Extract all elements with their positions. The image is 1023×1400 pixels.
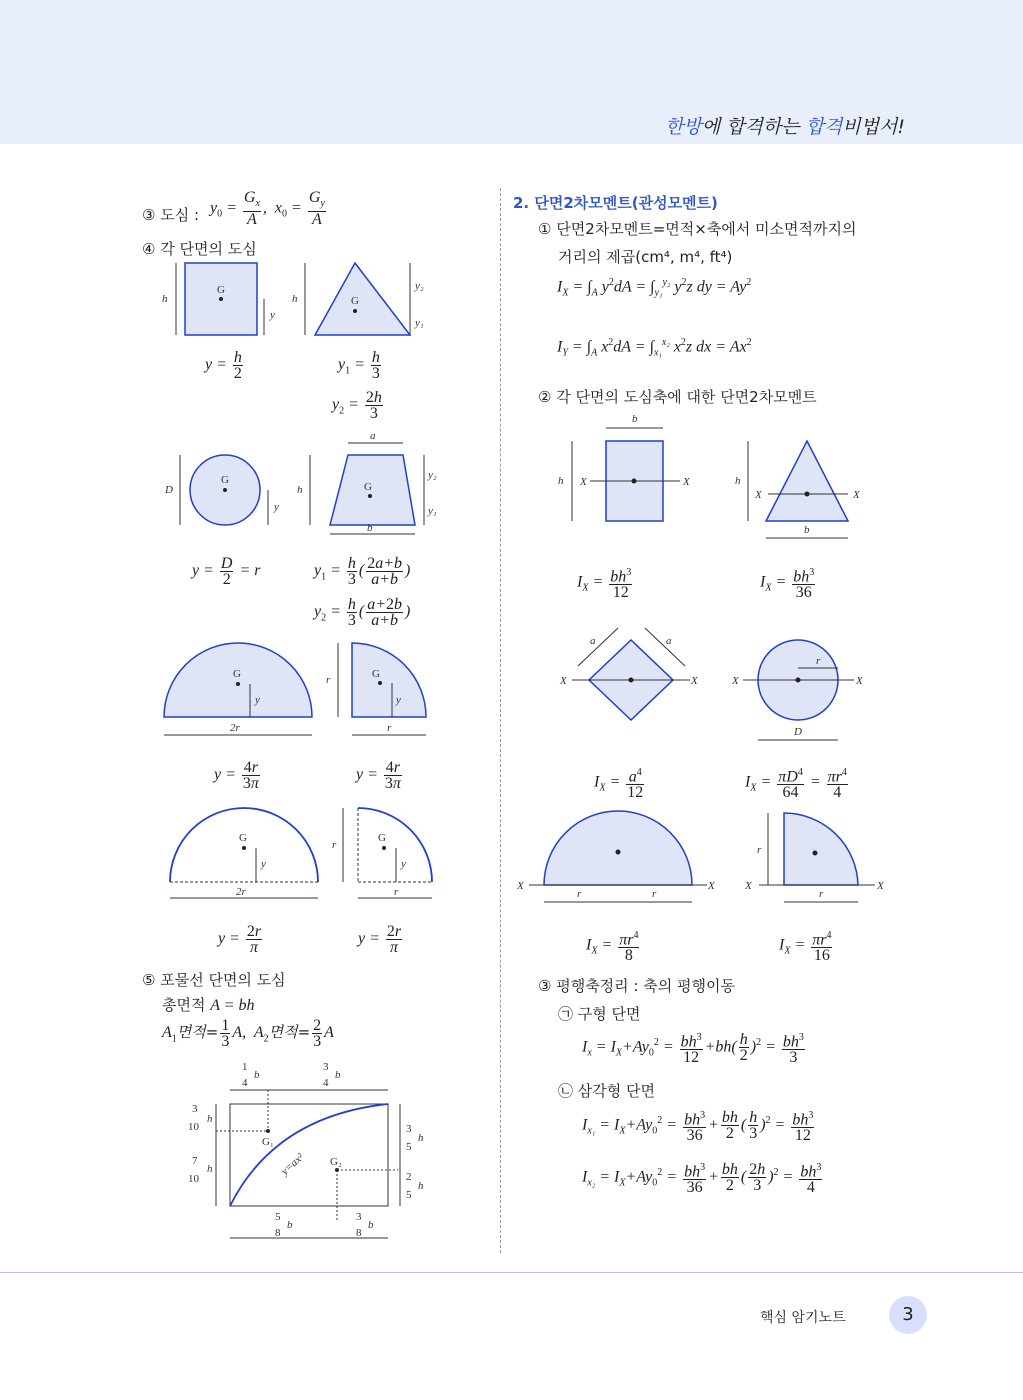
semicircle-quarter-filled-figures: [160, 640, 440, 740]
svg-text:5: 5: [406, 1189, 412, 1201]
footer-label: 핵심 암기노트: [760, 1310, 846, 1326]
svg-text:y: y: [270, 309, 275, 321]
svg-text:X: X: [856, 675, 863, 687]
svg-text:8: 8: [275, 1227, 281, 1239]
svg-text:y: y: [261, 858, 266, 870]
svg-text:r: r: [652, 888, 657, 900]
tri-ix: $I_X$ = $\frac{bh^3}{36}$: [760, 567, 815, 602]
item3-label: ③ 도심 :: [142, 206, 200, 224]
parallel-tri-formula1: $I_{x_1} = I_X+Ay_0^2$ = $\frac{bh^3}{36}$ + $\frac{bh}{2}$ ( $\frac{h}{3}$ )$^2$ = $\frac{bh^3}{12}$: [582, 1109, 814, 1145]
svg-text:G: G: [351, 295, 359, 307]
parallel-tri-formula2: $I_{x_2} = I_X+Ay_0^2$ = $\frac{bh^3}{36}$ + $\frac{bh}{2}$ ( $\frac{2h}{3}$ )$^2$ = $\frac{bh^3}{4}$: [582, 1161, 822, 1197]
svg-text:r: r: [757, 844, 762, 856]
rect-tri-moment-figures: [550, 410, 880, 550]
svg-text:y₂: y₂: [415, 280, 424, 292]
svg-text:h: h: [418, 1132, 424, 1144]
svg-text:G: G: [372, 668, 380, 680]
svg-text:3: 3: [323, 1061, 329, 1073]
quarter-ix: $I_X$ = $\frac{\pi r^4}{16}$: [779, 930, 832, 965]
circle-trapezoid-figures: [160, 430, 450, 540]
svg-text:4: 4: [323, 1077, 329, 1089]
svg-text:2: 2: [406, 1171, 412, 1183]
svg-text:y: y: [255, 694, 260, 706]
square-centroid: y = $\frac{h}{2}$: [205, 349, 242, 382]
svg-text:G: G: [221, 474, 229, 486]
svg-text:3: 3: [192, 1103, 198, 1115]
item1-line2: 거리의 제곱(cm⁴, m⁴, ft⁴): [558, 248, 733, 266]
svg-text:a: a: [590, 635, 596, 647]
semicircle-quarter-arc-figures: [160, 805, 440, 905]
semicircle-arc-centroid: y = $\frac{2r}{\pi}$: [218, 923, 262, 956]
quarter-arc-centroid: y = $\frac{2r}{\pi}$: [358, 923, 402, 956]
trapezoid-y2: $y_2$ = $\frac{h}{3}$ ( $\frac{a+2b}{a+b}$ ): [314, 596, 411, 629]
triangle-y1: $y_1$ = $\frac{h}{3}$: [338, 349, 380, 382]
item5-label: ⑤ 포물선 단면의 도심: [142, 971, 286, 989]
svg-text:b: b: [335, 1069, 341, 1081]
svg-text:b: b: [632, 413, 638, 425]
svg-text:h: h: [207, 1163, 213, 1175]
svg-text:X: X: [853, 489, 860, 501]
svg-text:b: b: [804, 524, 810, 536]
svg-text:X: X: [755, 489, 762, 501]
svg-text:r: r: [387, 722, 392, 734]
svg-text:r: r: [816, 655, 821, 667]
total-area-label: 총면적 A = bh: [162, 996, 255, 1014]
svg-text:5: 5: [275, 1211, 281, 1223]
svg-text:X: X: [691, 675, 698, 687]
rect-ix: $I_X$ = $\frac{bh^3}{12}$: [577, 567, 632, 602]
centroid-formula: $y_0$ = $\frac{G_x}{A}$ , $x_0$ = $\frac{G_y}{A}$: [210, 189, 325, 229]
svg-text:y: y: [396, 694, 401, 706]
svg-text:y₂: y₂: [428, 469, 437, 481]
svg-text:a: a: [666, 635, 672, 647]
svg-text:4: 4: [242, 1077, 248, 1089]
square-triangle-figures: [160, 258, 440, 348]
svg-text:h: h: [292, 293, 298, 305]
triangle-y2: $y_2$ = $\frac{2h}{3}$: [332, 389, 382, 422]
svg-text:h: h: [558, 475, 564, 487]
svg-text:h: h: [735, 475, 741, 487]
footer-rule: [0, 1272, 1023, 1273]
svg-text:h: h: [207, 1113, 213, 1125]
svg-text:h: h: [162, 293, 168, 305]
svg-text:b: b: [367, 522, 373, 534]
svg-text:X: X: [683, 476, 690, 488]
svg-text:a: a: [370, 430, 376, 442]
iy-integral: $I_Y = \int_A$ $x^2dA = \int_{x_1}^{x_2}$ $x^2z$ dx = $Ax^2$: [557, 337, 752, 359]
svg-text:X: X: [517, 880, 524, 892]
circle-ix: $I_X$ = $\frac{\pi D^4}{64}$ = $\frac{\pi r^4}{4}$: [745, 767, 847, 802]
svg-text:2r: 2r: [236, 886, 246, 898]
svg-text:y₁: y₁: [428, 505, 437, 517]
svg-text:X: X: [560, 675, 567, 687]
svg-text:G: G: [217, 284, 225, 296]
diamond-circle-moment-figures: [550, 622, 880, 752]
svg-text:y: y: [401, 858, 406, 870]
svg-text:D: D: [165, 484, 173, 496]
svg-text:b: b: [254, 1069, 260, 1081]
svg-text:G: G: [233, 668, 241, 680]
svg-text:5: 5: [406, 1141, 412, 1153]
svg-text:h: h: [418, 1180, 424, 1192]
svg-text:y₁: y₁: [415, 317, 424, 329]
svg-text:r: r: [577, 888, 582, 900]
svg-text:X: X: [580, 476, 587, 488]
header-tagline: 한방에 합격하는 합격비법서!: [665, 116, 905, 138]
item1-line1: ① 단면2차모멘트=면적×축에서 미소면적까지의: [538, 220, 857, 238]
semicircle-ix: $I_X$ = $\frac{\pi r^4}{8}$: [586, 930, 639, 965]
svg-text:r: r: [819, 888, 824, 900]
svg-text:X: X: [745, 880, 752, 892]
circle-centroid: y = $\frac{D}{2}$ = r: [192, 555, 261, 588]
svg-text:r: r: [394, 886, 399, 898]
item4-label: ④ 각 단면의 도심: [142, 240, 257, 258]
svg-text:X: X: [732, 675, 739, 687]
svg-text:10: 10: [188, 1121, 199, 1133]
semicircle-quarter-moment-figures: [515, 810, 895, 920]
svg-text:3: 3: [356, 1211, 362, 1223]
svg-text:2r: 2r: [230, 722, 240, 734]
diamond-ix: $I_X$ = $\frac{a^4}{12}$: [594, 767, 644, 802]
sub2-tri: ㉡ 삼각형 단면: [558, 1082, 655, 1100]
ix-integral: $I_X = \int_A$ $y^2dA = \int_{y_1}^{y_2}$ $y^2z$ dy = $Ay^2$: [557, 277, 752, 299]
section-title: 2. 단면2차모멘트(관성모멘트): [513, 194, 718, 212]
svg-text:8: 8: [356, 1227, 362, 1239]
parallel-rect-formula: $I_x = I_X+Ay_0^2$ = $\frac{bh^3}{12}$ +bh( $\frac{h}{2}$ )$^2$ = $\frac{bh^3}{3}$: [582, 1031, 804, 1067]
svg-text:y=ax²: y=ax²: [278, 1151, 307, 1178]
svg-text:r: r: [326, 674, 331, 686]
svg-text:G: G: [364, 481, 372, 493]
svg-text:G: G: [378, 832, 386, 844]
svg-text:X: X: [877, 880, 884, 892]
svg-text:D: D: [794, 726, 802, 738]
item2-label: ② 각 단면의 도심축에 대한 단면2차모멘트: [538, 388, 817, 406]
svg-text:h: h: [297, 484, 303, 496]
trapezoid-y1: $y_1$ = $\frac{h}{3}$ ( $\frac{2a+b}{a+b}$ ): [314, 555, 411, 588]
parabola-areas: $A_1$면적= $\frac{1}{3}$ A, $A_2$면적= $\frac{2}{3}$ A: [162, 1017, 334, 1050]
sub1-rect: ㉠ 구형 단면: [558, 1005, 641, 1023]
svg-text:G₁: G₁: [262, 1136, 274, 1148]
svg-text:b: b: [287, 1219, 293, 1231]
column-divider: [500, 188, 501, 1253]
svg-text:y: y: [274, 501, 279, 513]
semicircle-centroid: y = $\frac{4r}{3\pi}$: [214, 759, 259, 792]
quarter-centroid: y = $\frac{4r}{3\pi}$: [356, 759, 401, 792]
svg-text:7: 7: [192, 1155, 198, 1167]
svg-text:3: 3: [406, 1123, 412, 1135]
parabola-figure: [180, 1060, 440, 1250]
page-number: 3: [889, 1296, 927, 1334]
svg-text:G: G: [239, 832, 247, 844]
svg-text:b: b: [368, 1219, 374, 1231]
svg-text:1: 1: [242, 1061, 248, 1073]
item3-parallel: ③ 평행축정리 : 축의 평행이동: [538, 977, 735, 995]
svg-text:r: r: [332, 839, 337, 851]
svg-text:10: 10: [188, 1173, 199, 1185]
svg-text:X: X: [708, 880, 715, 892]
svg-text:G₂: G₂: [330, 1156, 342, 1168]
